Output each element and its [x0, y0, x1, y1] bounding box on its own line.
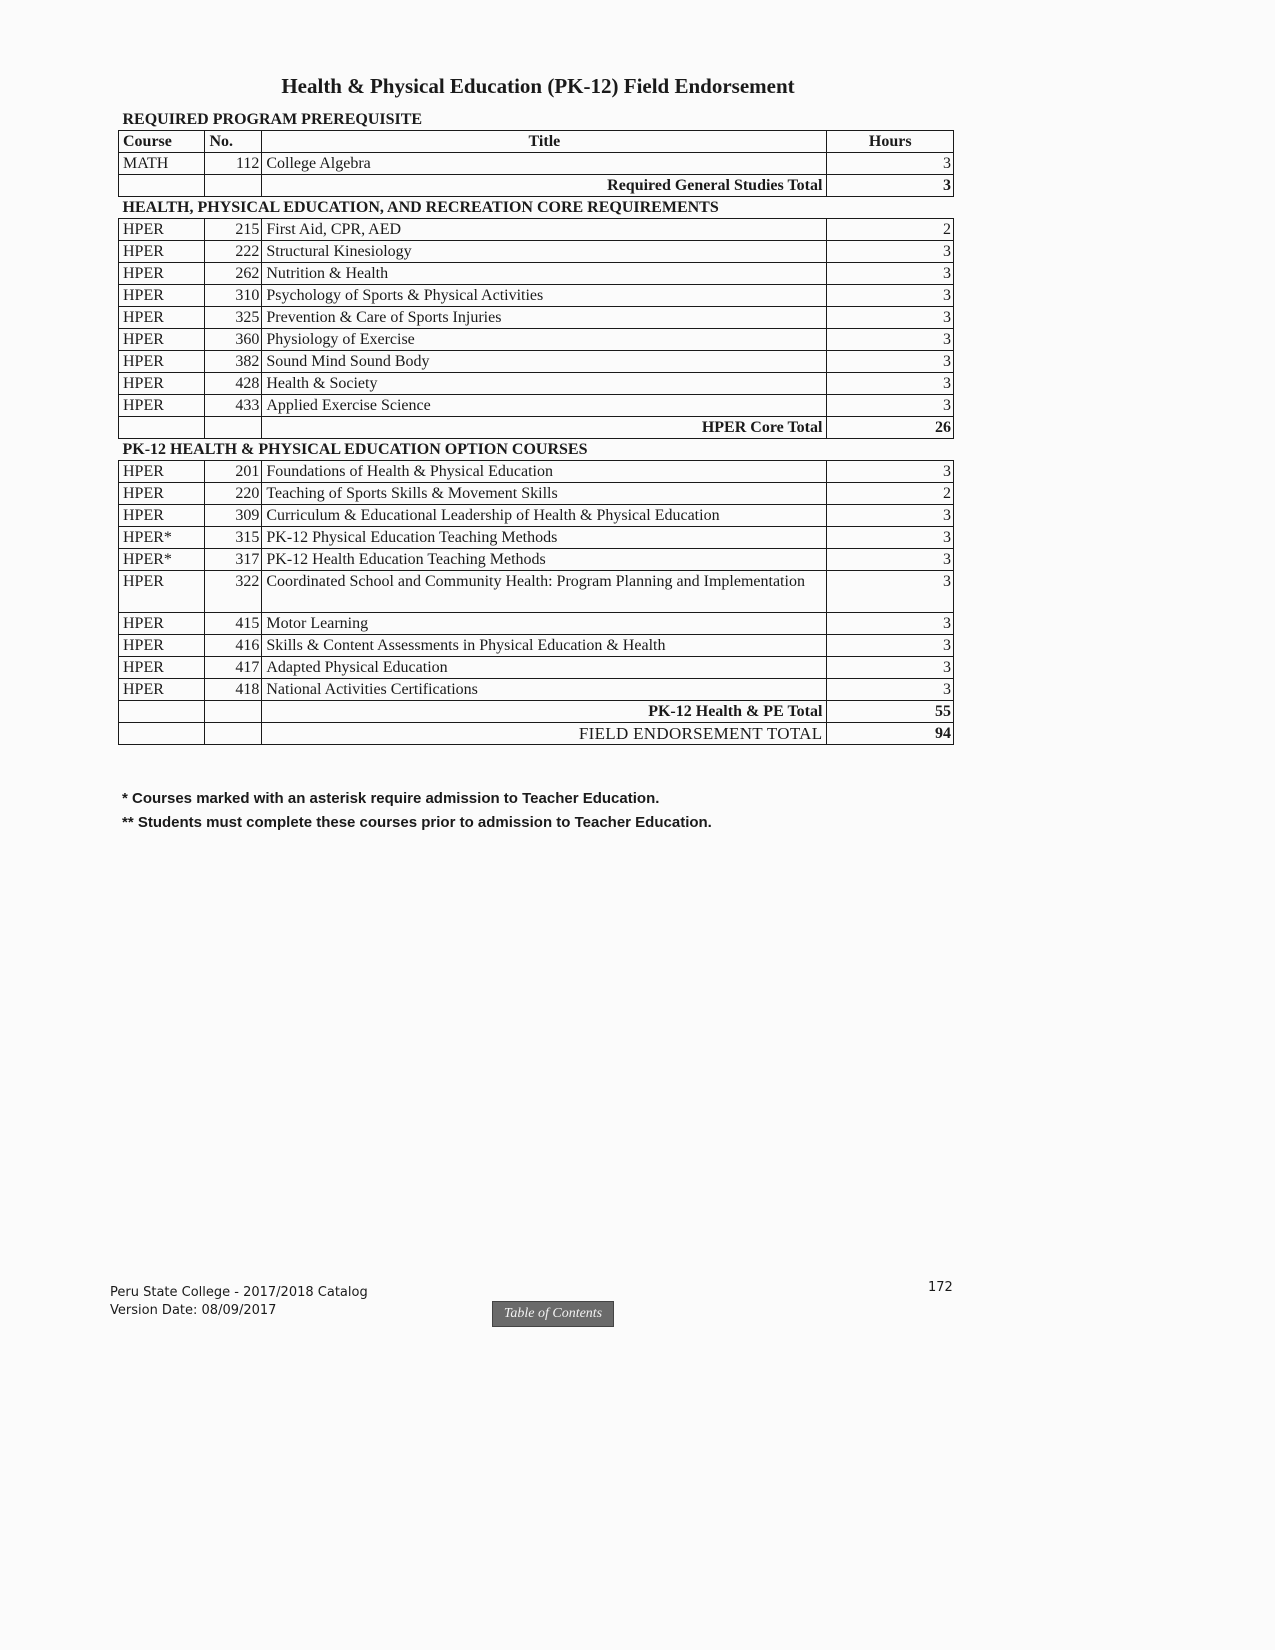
course-code: HPER — [119, 571, 205, 613]
course-hours: 3 — [827, 549, 954, 571]
page-number: 172 — [928, 1280, 953, 1295]
course-title: Coordinated School and Community Health: Program Planning and Implementation — [262, 571, 827, 613]
course-code: HPER — [119, 483, 205, 505]
empty-cell — [205, 175, 262, 197]
course-hours: 3 — [827, 657, 954, 679]
course-hours: 3 — [827, 351, 954, 373]
course-number: 418 — [205, 679, 262, 701]
course-hours: 3 — [827, 329, 954, 351]
course-number: 315 — [205, 527, 262, 549]
course-hours: 2 — [827, 483, 954, 505]
total-label: FIELD ENDORSEMENT TOTAL — [262, 723, 827, 745]
course-hours: 3 — [827, 527, 954, 549]
course-title: National Activities Certifications — [262, 679, 827, 701]
table-row — [119, 329, 954, 351]
course-number: 222 — [205, 241, 262, 263]
catalog-name: Peru State College - 2017/2018 Catalog — [110, 1285, 368, 1300]
section-heading-core — [119, 197, 954, 219]
course-number: 417 — [205, 657, 262, 679]
course-code: HPER — [119, 263, 205, 285]
table-row — [119, 153, 954, 175]
course-hours: 3 — [827, 571, 954, 613]
table-row — [119, 263, 954, 285]
course-number: 382 — [205, 351, 262, 373]
course-code: HPER* — [119, 527, 205, 549]
course-number: 262 — [205, 263, 262, 285]
requirements-table-body — [119, 109, 954, 745]
course-code: MATH — [119, 153, 205, 175]
course-hours: 3 — [827, 395, 954, 417]
table-row — [119, 483, 954, 505]
course-title: Curriculum & Educational Leadership of Health & Physical Education — [262, 505, 827, 527]
course-code: HPER — [119, 461, 205, 483]
total-value: 94 — [827, 723, 954, 745]
course-hours: 3 — [827, 613, 954, 635]
course-hours: 3 — [827, 153, 954, 175]
prereq-total-row — [119, 175, 954, 197]
section-heading: HEALTH, PHYSICAL EDUCATION, AND RECREATION CORE REQUIREMENTS — [119, 197, 954, 219]
header-title: Title — [262, 131, 827, 153]
course-code: HPER — [119, 307, 205, 329]
course-number: 322 — [205, 571, 262, 613]
course-hours: 3 — [827, 373, 954, 395]
course-number: 428 — [205, 373, 262, 395]
footer-catalog-info — [110, 1284, 368, 1320]
course-number: 220 — [205, 483, 262, 505]
course-number: 433 — [205, 395, 262, 417]
course-code: HPER — [119, 241, 205, 263]
table-row — [119, 307, 954, 329]
course-code: HPER — [119, 329, 205, 351]
table-row — [119, 373, 954, 395]
course-title: Foundations of Health & Physical Education — [262, 461, 827, 483]
course-hours: 3 — [827, 505, 954, 527]
course-title: Psychology of Sports & Physical Activities — [262, 285, 827, 307]
course-number: 310 — [205, 285, 262, 307]
total-value: 55 — [827, 701, 954, 723]
course-code: HPER — [119, 679, 205, 701]
header-hours: Hours — [827, 131, 954, 153]
table-row — [119, 571, 954, 613]
requirements-table — [118, 109, 954, 745]
course-hours: 3 — [827, 285, 954, 307]
course-code: HPER — [119, 657, 205, 679]
course-hours: 2 — [827, 219, 954, 241]
notes — [122, 787, 712, 835]
course-number: 415 — [205, 613, 262, 635]
header-no: No. — [205, 131, 262, 153]
course-hours: 3 — [827, 263, 954, 285]
table-row — [119, 219, 954, 241]
course-hours: 3 — [827, 635, 954, 657]
empty-cell — [205, 417, 262, 439]
total-value: 26 — [827, 417, 954, 439]
course-number: 201 — [205, 461, 262, 483]
course-title: Sound Mind Sound Body — [262, 351, 827, 373]
course-code: HPER — [119, 285, 205, 307]
section-heading-prereq — [119, 109, 954, 131]
table-row — [119, 395, 954, 417]
course-title: Teaching of Sports Skills & Movement Skills — [262, 483, 827, 505]
course-title: Physiology of Exercise — [262, 329, 827, 351]
course-hours: 3 — [827, 307, 954, 329]
total-label: PK-12 Health & PE Total — [262, 701, 827, 723]
version-date: Version Date: 08/09/2017 — [110, 1303, 277, 1318]
course-number: 215 — [205, 219, 262, 241]
table-row — [119, 461, 954, 483]
course-title: Skills & Content Assessments in Physical Education & Health — [262, 635, 827, 657]
table-row — [119, 241, 954, 263]
empty-cell — [119, 175, 205, 197]
note-double-asterisk: ** Students must complete these courses prior to admission to Teacher Education. — [122, 814, 712, 831]
section-heading: REQUIRED PROGRAM PREREQUISITE — [119, 109, 954, 131]
total-value: 3 — [827, 175, 954, 197]
option-total-row — [119, 701, 954, 723]
course-title: PK-12 Physical Education Teaching Methods — [262, 527, 827, 549]
total-label: HPER Core Total — [262, 417, 827, 439]
table-row — [119, 679, 954, 701]
course-title: First Aid, CPR, AED — [262, 219, 827, 241]
course-title: Adapted Physical Education — [262, 657, 827, 679]
course-hours: 3 — [827, 461, 954, 483]
course-title: PK-12 Health Education Teaching Methods — [262, 549, 827, 571]
course-number: 325 — [205, 307, 262, 329]
course-code: HPER — [119, 613, 205, 635]
empty-cell — [119, 701, 205, 723]
section-heading: PK-12 HEALTH & PHYSICAL EDUCATION OPTION COURSES — [119, 439, 954, 461]
table-row — [119, 285, 954, 307]
section-heading-option — [119, 439, 954, 461]
course-code: HPER — [119, 351, 205, 373]
core-total-row — [119, 417, 954, 439]
course-title: College Algebra — [262, 153, 827, 175]
course-code: HPER* — [119, 549, 205, 571]
course-title: Health & Society — [262, 373, 827, 395]
empty-cell — [205, 723, 262, 745]
course-code: HPER — [119, 395, 205, 417]
course-hours: 3 — [827, 679, 954, 701]
empty-cell — [119, 417, 205, 439]
table-of-contents-button[interactable]: Table of Contents — [492, 1301, 614, 1327]
table-row — [119, 657, 954, 679]
table-row — [119, 505, 954, 527]
course-number: 360 — [205, 329, 262, 351]
table-header-row — [119, 131, 954, 153]
course-code: HPER — [119, 219, 205, 241]
course-title: Nutrition & Health — [262, 263, 827, 285]
course-title: Structural Kinesiology — [262, 241, 827, 263]
table-row — [119, 613, 954, 635]
course-hours: 3 — [827, 241, 954, 263]
table-row — [119, 549, 954, 571]
course-code: HPER — [119, 635, 205, 657]
course-code: HPER — [119, 505, 205, 527]
course-title: Motor Learning — [262, 613, 827, 635]
note-asterisk: * Courses marked with an asterisk require admission to Teacher Education. — [122, 790, 660, 807]
grand-total-row — [119, 723, 954, 745]
course-title: Applied Exercise Science — [262, 395, 827, 417]
course-number: 317 — [205, 549, 262, 571]
course-number: 416 — [205, 635, 262, 657]
table-row — [119, 527, 954, 549]
header-course: Course — [119, 131, 205, 153]
empty-cell — [119, 723, 205, 745]
table-row — [119, 635, 954, 657]
page-title: Health & Physical Education (PK-12) Field Endorsement — [281, 74, 795, 98]
table-row — [119, 351, 954, 373]
course-code: HPER — [119, 373, 205, 395]
course-title: Prevention & Care of Sports Injuries — [262, 307, 827, 329]
empty-cell — [205, 701, 262, 723]
course-number: 112 — [205, 153, 262, 175]
total-label: Required General Studies Total — [262, 175, 827, 197]
course-number: 309 — [205, 505, 262, 527]
